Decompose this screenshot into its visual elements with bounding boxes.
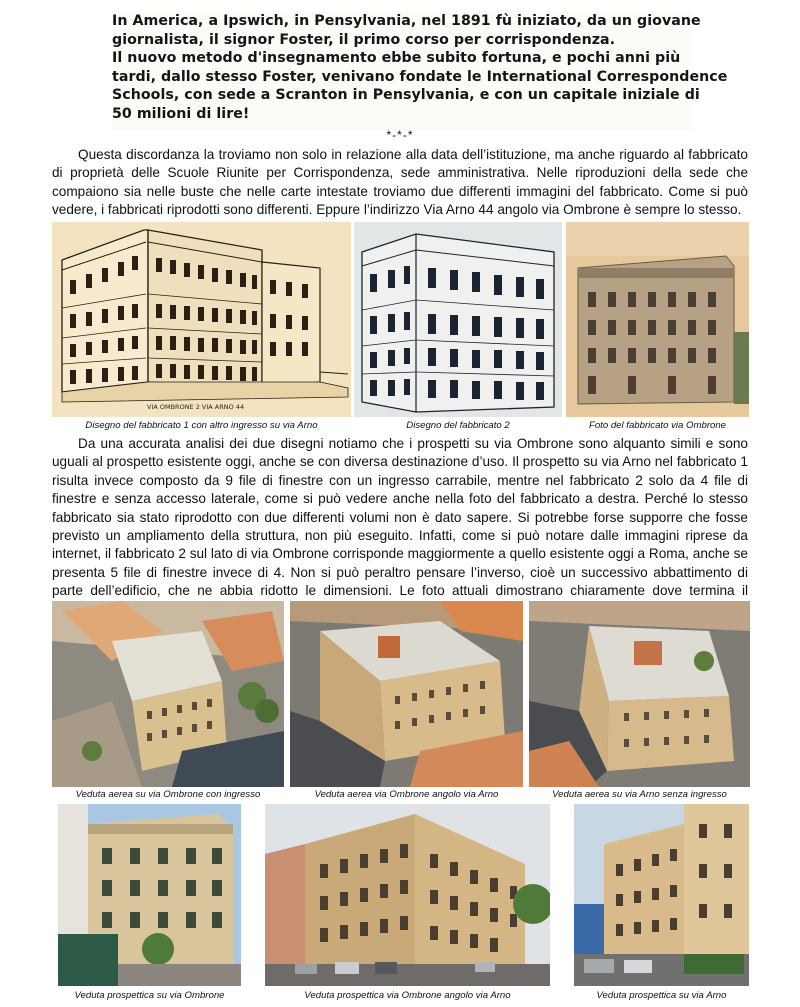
aerial-photo-arno (529, 601, 750, 787)
street-photo-ombrone (58, 804, 241, 986)
drawing-building-2 (354, 222, 562, 417)
old-photo-building (566, 222, 749, 417)
drawing-2-caption: Disegno del fabbricato 2 (406, 420, 510, 431)
street-label: VIA OMBRONE 2 VIA ARNO 44 (147, 403, 245, 411)
clipping-line: 50 milioni di lire! (112, 105, 250, 122)
aerial-caption-2: Veduta aerea via Ombrone angolo via Arno (314, 789, 499, 800)
street-caption-1: Veduta prospettica su via Ombrone (74, 990, 225, 1001)
paragraph-2 (52, 435, 748, 619)
street-caption-3: Veduta prospettica su via Arno (596, 990, 727, 1001)
paragraph-2-text: Da una accurata analisi dei due disegni notiamo che i prospetti su via Ombrone sono alquanto simili e sono uguali al prospetto esistente oggi, anche se con diversa destinazione d’uso. Il prospetto su via Arno nel fabbricato 1 risulta invece composto da 9 file di finestre con un ingresso carrabile, mentre nel fabbricato 2 solo da 4 file di finestre e senza accesso laterale, come si può vedere anche nella foto del fabbricato a destra. Perché lo stesso fabbricato sia stato riprodotto con due differenti volumi non è dato sapere. Si potrebbe forse supporre che fosse previsto un ampliamento della struttura, non più eseguito. Infatti, come si può notare dalle immagini riprese da internet, il fabbricato 2 sul lato di via Ombrone corrisponde maggiormente a quello esistente oggi a Roma, anche se presenta 5 file di finestre invece di 4. Non si può peraltro pensare l’inverso, cioè un successivo abbattimento di parte dell’edificio, che ne abbia ridotto le dimensioni. Le foto attuali dimostrano chiaramente dove termina il (52, 436, 748, 599)
street-photo-arno (574, 804, 749, 986)
clipping-line: In America, a Ipswich, in Pensylvania, nel 1891 fù iniziato, da un giovane (112, 13, 701, 29)
aerial-caption-3: Veduta aerea su via Arno senza ingresso (552, 789, 727, 800)
street-caption-2: Veduta prospettica via Ombrone angolo via Arno (304, 990, 511, 1001)
drawing-building-1 (52, 222, 351, 417)
aerial-photo-corner (290, 601, 523, 787)
old-photo-caption: Foto del fabbricato via Ombrone (588, 420, 727, 431)
drawing-1-caption: Disegno del fabbricato 1 con altro ingresso su via Arno (85, 420, 318, 431)
street-photo-corner (265, 804, 550, 986)
section-separator: *-*-* (386, 128, 414, 142)
clipping-line: Il nuovo metodo d'insegnamento ebbe subito fortuna, e pochi anni più (112, 50, 681, 67)
paragraph-1-text: Questa discordanza la troviamo non solo in relazione alla data dell’istituzione, ma anche riguardo al fabbricato di proprietà delle Scuole Riunite per Corrispondenza, sede amministrativa. Nelle riproduzioni della sede che compaiono sia nelle buste che nelle carte intestate troviamo due differenti immagini del fabbricato. Come si può vedere, i fabbricati riprodotti sono differenti. Eppure l’indirizzo Via Arno 44 angolo via Ombrone è sempre lo stesso. (52, 147, 748, 218)
clipping-line: giornalista, il signor Foster, il primo corso per corrispondenza. (112, 31, 616, 48)
aerial-photo-ombrone-entrance (52, 601, 284, 787)
aerial-caption-1: Veduta aerea su via Ombrone con ingresso (75, 789, 261, 800)
clipping-line: tardi, dallo stesso Foster, venivano fondate le International Correspondence (112, 68, 728, 85)
paragraph-1 (52, 146, 748, 220)
clipping-line: Schools, con sede a Scranton in Pensylvania, e con un capitale iniziale di (112, 87, 700, 104)
newspaper-clipping (112, 12, 728, 130)
